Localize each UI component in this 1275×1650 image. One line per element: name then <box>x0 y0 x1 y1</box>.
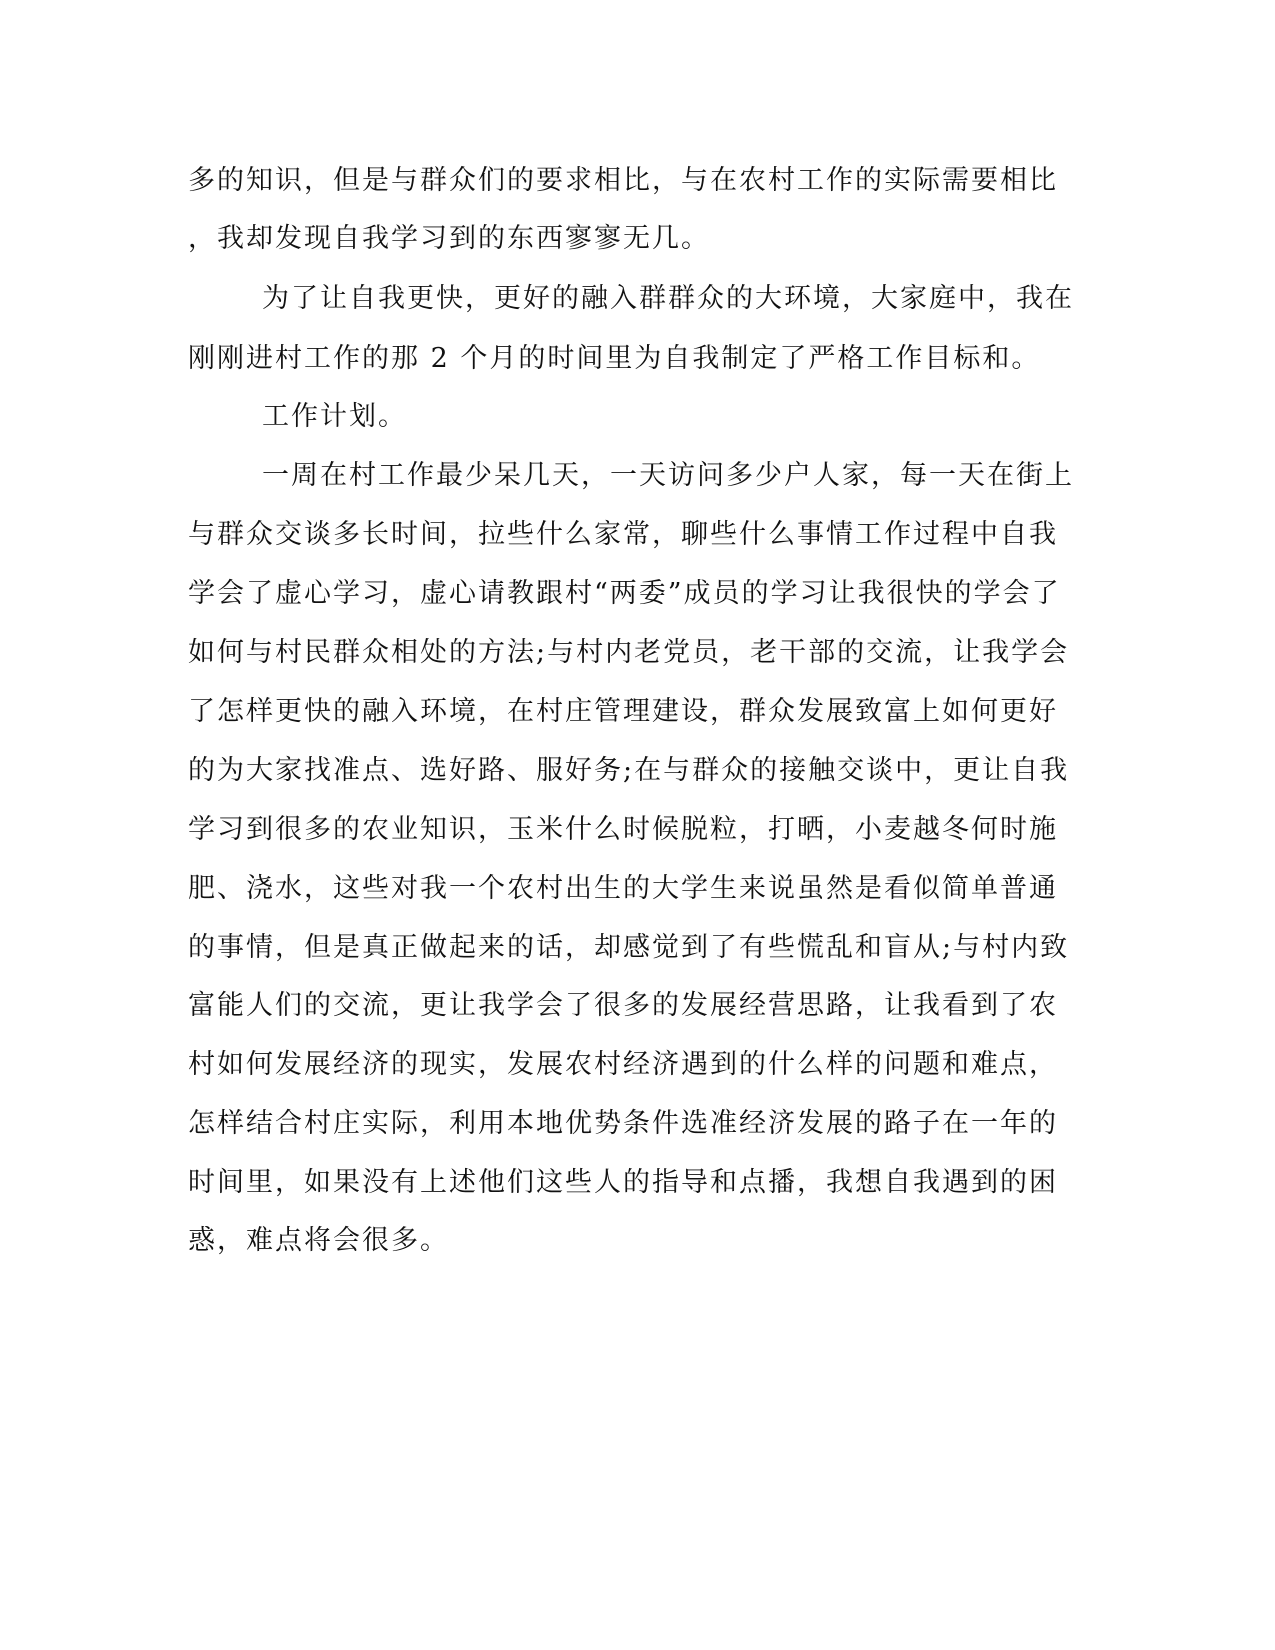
text-line: 如何与村民群众相处的方法;与村内老党员，老干部的交流，让我学会 <box>188 637 1070 668</box>
text-line: 的为大家找准点、选好路、服好务;在与群众的接触交谈中，更让自我 <box>188 755 1070 786</box>
text-line: 的事情，但是真正做起来的话，却感觉到了有些慌乱和盲从;与村内致 <box>188 932 1070 963</box>
text-line: ，我却发现自我学习到的东西寥寥无几。 <box>188 223 710 254</box>
text-line: 工作计划。 <box>262 401 407 432</box>
text-line: 为了让自我更快，更好的融入群群众的大环境，大家庭中，我在 <box>262 283 1074 314</box>
text-line: 一周在村工作最少呆几天，一天访问多少户人家，每一天在街上 <box>262 460 1074 491</box>
text-line: 与群众交谈多长时间，拉些什么家常，聊些什么事情工作过程中自我 <box>188 519 1058 550</box>
text-line: 肥、浇水，这些对我一个农村出生的大学生来说虽然是看似简单普通 <box>188 873 1058 904</box>
text-line: 学习到很多的农业知识，玉米什么时候脱粒，打晒，小麦越冬何时施 <box>188 814 1058 845</box>
text-line: 时间里，如果没有上述他们这些人的指导和点播，我想自我遇到的困 <box>188 1167 1058 1198</box>
text-line: 怎样结合村庄实际，利用本地优势条件选准经济发展的路子在一年的 <box>188 1108 1058 1139</box>
text-line: 学会了虚心学习，虚心请教跟村“两委”成员的学习让我很快的学会了 <box>188 578 1061 609</box>
text-line: 刚刚进村工作的那 2 个月的时间里为自我制定了严格工作目标和。 <box>188 343 1041 374</box>
text-line: 了怎样更快的融入环境，在村庄管理建设，群众发展致富上如何更好 <box>188 696 1058 727</box>
text-line: 多的知识，但是与群众们的要求相比，与在农村工作的实际需要相比 <box>188 165 1058 196</box>
text-line: 惑，难点将会很多。 <box>188 1225 449 1256</box>
text-line: 富能人们的交流，更让我学会了很多的发展经营思路，让我看到了农 <box>188 990 1058 1021</box>
text-line: 村如何发展经济的现实，发展农村经济遇到的什么样的问题和难点， <box>188 1049 1058 1080</box>
